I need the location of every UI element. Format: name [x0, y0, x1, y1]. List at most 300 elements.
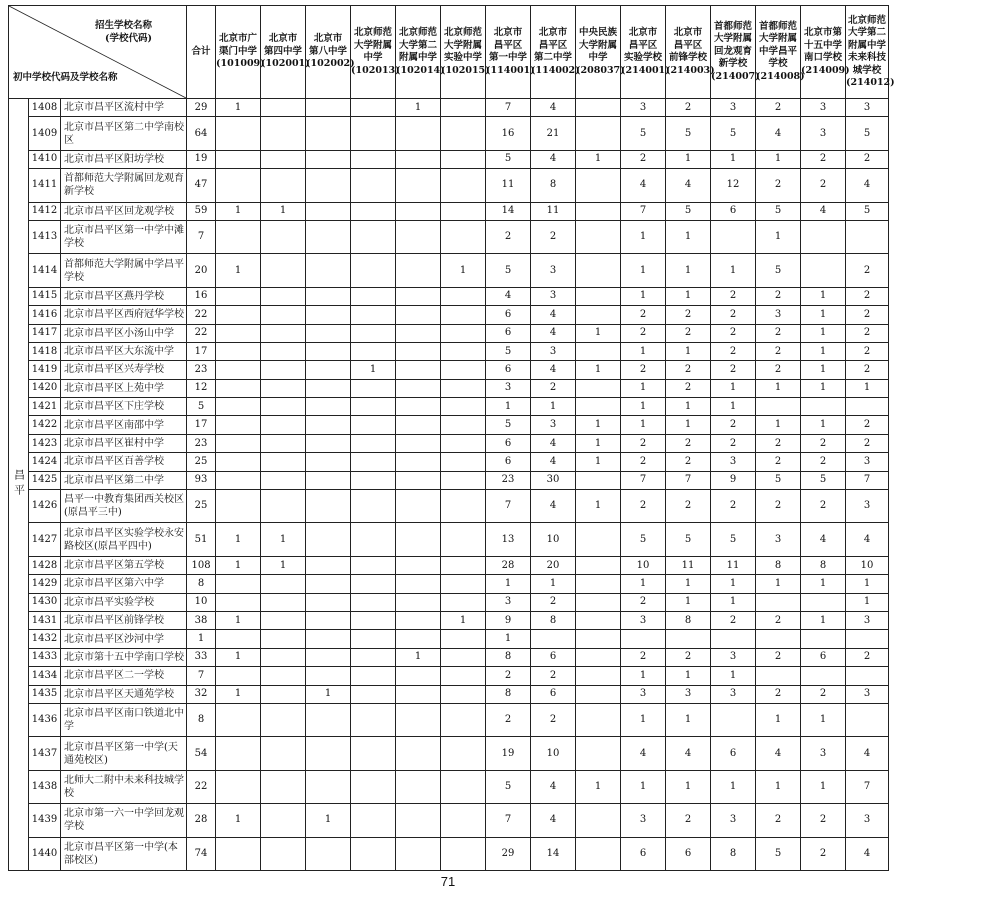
quota-cell: 3: [846, 611, 889, 629]
quota-cell: 1: [396, 99, 441, 117]
school-name-cell: 北京市昌平区第一中学(本部校区): [61, 837, 187, 870]
table-row: [9, 416, 889, 434]
quota-cell: [801, 667, 846, 685]
quota-cell: 4: [531, 804, 576, 837]
quota-cell: 2: [531, 220, 576, 253]
quota-cell: [216, 361, 261, 379]
quota-cell: 1: [486, 575, 531, 593]
table-row: [9, 837, 889, 870]
quota-cell: [756, 398, 801, 416]
quota-cell: 2: [846, 324, 889, 342]
quota-cell: [801, 630, 846, 648]
quota-cell: 3: [531, 416, 576, 434]
school-code: (214009): [801, 64, 850, 76]
quota-cell: 9: [486, 611, 531, 629]
quota-cell: 2: [666, 648, 711, 666]
school-name-cell: 北京市昌平区第六中学: [61, 575, 187, 593]
quota-cell: [261, 220, 306, 253]
school-name-line: 北京市广: [219, 33, 258, 45]
quota-cell: [261, 804, 306, 837]
school-column-header: [441, 6, 490, 99]
quota-cell: 1: [576, 434, 621, 452]
quota-cell: 1: [396, 648, 441, 666]
quota-cell: 23: [486, 471, 531, 489]
quota-cell: 4: [846, 737, 889, 770]
quota-cell: 4: [621, 737, 666, 770]
quota-cell: [576, 523, 621, 556]
quota-cell: [216, 416, 261, 434]
school-column-header: [621, 6, 670, 99]
school-code-cell: 1437: [29, 737, 61, 770]
quota-cell: [396, 453, 441, 471]
quota-cell: 6: [486, 453, 531, 471]
table-row: [9, 379, 889, 397]
table-row: [9, 202, 889, 220]
school-code-cell: 1418: [29, 342, 61, 360]
quota-cell: [396, 630, 441, 648]
quota-cell: 1: [666, 770, 711, 803]
quota-cell: 1: [756, 575, 801, 593]
quota-cell: 2: [531, 379, 576, 397]
table-row: [9, 770, 889, 803]
quota-cell: 1: [621, 667, 666, 685]
total-cell: 17: [187, 416, 216, 434]
school-name-line: 北京市: [538, 27, 568, 38]
quota-cell: 4: [801, 202, 846, 220]
quota-cell: 5: [756, 471, 801, 489]
quota-cell: [261, 630, 306, 648]
quota-cell: [576, 471, 621, 489]
quota-cell: 2: [666, 804, 711, 837]
school-name-line: 第八中学: [309, 45, 348, 57]
quota-cell: [306, 202, 351, 220]
quota-cell: 4: [531, 361, 576, 379]
total-cell: 29: [187, 99, 216, 117]
table-row: [9, 648, 889, 666]
quota-cell: [711, 703, 756, 736]
quota-cell: 2: [846, 306, 889, 324]
quota-cell: [576, 306, 621, 324]
quota-cell: [441, 703, 486, 736]
quota-cell: 7: [621, 202, 666, 220]
quota-cell: 1: [801, 703, 846, 736]
total-cell: 54: [187, 737, 216, 770]
quota-cell: 1: [621, 703, 666, 736]
school-name-cell: 北京市昌平区第五学校: [61, 556, 187, 574]
quota-cell: 1: [711, 398, 756, 416]
quota-cell: [216, 220, 261, 253]
table-row: [9, 324, 889, 342]
school-code-cell: 1436: [29, 703, 61, 736]
total-cell: 7: [187, 220, 216, 253]
quota-cell: 1: [801, 575, 846, 593]
quota-cell: [261, 453, 306, 471]
quota-cell: [441, 630, 486, 648]
quota-cell: 5: [666, 117, 711, 150]
quota-cell: 2: [711, 490, 756, 523]
quota-cell: 16: [486, 117, 531, 150]
school-name-line: 第二中学: [534, 52, 573, 63]
quota-cell: [216, 737, 261, 770]
table-row: [9, 630, 889, 648]
quota-cell: 3: [621, 611, 666, 629]
school-code: (214001): [621, 64, 670, 76]
quota-cell: [801, 254, 846, 287]
quota-cell: [216, 770, 261, 803]
quota-cell: 1: [216, 254, 261, 287]
quota-cell: [261, 837, 306, 870]
quota-cell: 2: [711, 306, 756, 324]
quota-cell: [216, 287, 261, 305]
school-name-cell: 北京市昌平区第一中学(天通苑校区): [61, 737, 187, 770]
quota-cell: [351, 287, 396, 305]
quota-cell: 5: [756, 837, 801, 870]
quota-cell: [216, 453, 261, 471]
quota-cell: [576, 667, 621, 685]
quota-cell: 1: [621, 254, 666, 287]
school-name-cell: 北京市昌平区流村中学: [61, 99, 187, 117]
quota-cell: 4: [531, 99, 576, 117]
school-code-label: (学校代码): [105, 32, 153, 44]
school-name-cell: 北京市第一六一中学回龙观学校: [61, 804, 187, 837]
quota-cell: [351, 434, 396, 452]
quota-cell: [306, 556, 351, 574]
quota-cell: [306, 434, 351, 452]
school-column-header: [666, 6, 715, 99]
quota-cell: [441, 169, 486, 202]
quota-cell: 3: [846, 685, 889, 703]
quota-cell: [576, 398, 621, 416]
quota-cell: [441, 306, 486, 324]
quota-cell: 4: [756, 117, 801, 150]
quota-cell: [261, 254, 306, 287]
quota-cell: 1: [666, 667, 711, 685]
quota-cell: 6: [666, 837, 711, 870]
quota-cell: 2: [801, 150, 846, 168]
quota-cell: [396, 575, 441, 593]
quota-cell: 1: [351, 361, 396, 379]
quota-cell: 4: [531, 490, 576, 523]
school-name-cell: 北京市第十五中学南口学校: [61, 648, 187, 666]
school-code-cell: 1433: [29, 648, 61, 666]
quota-cell: 1: [666, 703, 711, 736]
quota-cell: 1: [261, 202, 306, 220]
quota-cell: 1: [621, 220, 666, 253]
school-code-cell: 1426: [29, 490, 61, 523]
quota-cell: 3: [846, 804, 889, 837]
table-row: [9, 471, 889, 489]
quota-cell: 3: [756, 523, 801, 556]
quota-cell: 1: [666, 593, 711, 611]
quota-cell: 7: [846, 471, 889, 489]
quota-cell: 1: [531, 398, 576, 416]
school-name-cell: 首都师范大学附属回龙观育新学校: [61, 169, 187, 202]
quota-cell: [396, 611, 441, 629]
quota-cell: [261, 575, 306, 593]
total-cell: 108: [187, 556, 216, 574]
quota-cell: [351, 611, 396, 629]
quota-cell: [351, 703, 396, 736]
quota-cell: 1: [666, 220, 711, 253]
total-cell: 23: [187, 434, 216, 452]
quota-cell: 8: [756, 556, 801, 574]
quota-cell: 1: [711, 254, 756, 287]
quota-cell: 2: [711, 434, 756, 452]
school-name-line: 第四中学: [264, 45, 303, 57]
quota-cell: [306, 703, 351, 736]
quota-cell: 3: [666, 685, 711, 703]
school-code-cell: 1422: [29, 416, 61, 434]
school-name-line: 实验学校: [624, 52, 663, 63]
quota-cell: [306, 667, 351, 685]
quota-cell: [576, 254, 621, 287]
total-cell: 8: [187, 575, 216, 593]
school-column-header: [396, 6, 445, 99]
quota-cell: [261, 667, 306, 685]
quota-cell: [351, 220, 396, 253]
quota-cell: 1: [666, 254, 711, 287]
quota-cell: [351, 324, 396, 342]
school-code-cell: 1414: [29, 254, 61, 287]
quota-cell: 11: [711, 556, 756, 574]
quota-cell: 6: [801, 648, 846, 666]
quota-cell: 4: [531, 453, 576, 471]
school-column-header: [486, 6, 535, 99]
quota-cell: [396, 169, 441, 202]
quota-cell: 14: [486, 202, 531, 220]
quota-cell: 1: [801, 287, 846, 305]
school-code-cell: 1412: [29, 202, 61, 220]
quota-cell: [351, 837, 396, 870]
quota-cell: 8: [666, 611, 711, 629]
quota-cell: 6: [621, 837, 666, 870]
school-code: (102015): [441, 64, 490, 76]
school-name-line: 前锋学校: [669, 52, 708, 63]
quota-cell: [396, 202, 441, 220]
quota-cell: [846, 630, 889, 648]
school-name-cell: 北京市昌平区南口铁道北中学: [61, 703, 187, 736]
total-cell: 51: [187, 523, 216, 556]
total-cell: 1: [187, 630, 216, 648]
quota-cell: 5: [846, 117, 889, 150]
quota-cell: [441, 453, 486, 471]
enrollment-table: [8, 5, 895, 871]
total-cell: 25: [187, 453, 216, 471]
quota-cell: 5: [666, 523, 711, 556]
quota-cell: [351, 342, 396, 360]
school-name-line: 中学: [588, 52, 608, 63]
quota-cell: [351, 99, 396, 117]
page-number: 71: [440, 874, 456, 889]
quota-cell: [261, 703, 306, 736]
school-name-line: 北京市: [268, 33, 298, 45]
quota-cell: [261, 593, 306, 611]
school-name-cell: 北京市昌平区第二中学南校区: [61, 117, 187, 150]
quota-cell: [576, 287, 621, 305]
quota-cell: 2: [711, 342, 756, 360]
quota-cell: 1: [801, 379, 846, 397]
quota-cell: 5: [711, 523, 756, 556]
quota-cell: 2: [666, 434, 711, 452]
quota-cell: [396, 523, 441, 556]
quota-cell: 1: [711, 667, 756, 685]
quota-cell: 2: [666, 306, 711, 324]
quota-cell: 1: [486, 630, 531, 648]
quota-cell: [576, 593, 621, 611]
quota-cell: [441, 220, 486, 253]
quota-cell: 5: [486, 150, 531, 168]
school-name-cell: 北京市昌平区下庄学校: [61, 398, 187, 416]
quota-cell: [576, 575, 621, 593]
quota-cell: [261, 361, 306, 379]
quota-cell: 1: [576, 453, 621, 471]
school-column-header: [306, 6, 355, 99]
quota-cell: [306, 737, 351, 770]
school-column-header: [711, 6, 760, 99]
total-cell: 17: [187, 342, 216, 360]
school-name-cell: 北京市昌平区燕丹学校: [61, 287, 187, 305]
quota-cell: [306, 379, 351, 397]
quota-cell: [576, 685, 621, 703]
quota-cell: 1: [486, 398, 531, 416]
school-name-line: 北京市: [628, 27, 658, 38]
quota-cell: [306, 254, 351, 287]
quota-cell: 1: [756, 770, 801, 803]
school-column-header: [261, 6, 310, 99]
quota-cell: [531, 630, 576, 648]
quota-cell: 2: [756, 648, 801, 666]
quota-cell: 1: [756, 379, 801, 397]
quota-cell: [306, 117, 351, 150]
school-column-header: [756, 6, 805, 99]
school-name-cell: 北京市昌平区第一中学中滩学校: [61, 220, 187, 253]
quota-cell: [306, 648, 351, 666]
total-cell: 22: [187, 306, 216, 324]
school-code-cell: 1434: [29, 667, 61, 685]
school-code-cell: 1417: [29, 324, 61, 342]
quota-cell: [846, 220, 889, 253]
quota-cell: 2: [621, 361, 666, 379]
quota-cell: [711, 220, 756, 253]
school-column-header: [801, 6, 850, 99]
table-row: [9, 453, 889, 471]
quota-cell: [801, 220, 846, 253]
quota-cell: [576, 611, 621, 629]
quota-cell: 1: [846, 593, 889, 611]
school-name-cell: 北京市昌平区百善学校: [61, 453, 187, 471]
school-code-cell: 1419: [29, 361, 61, 379]
quota-cell: 1: [711, 770, 756, 803]
quota-cell: [441, 737, 486, 770]
quota-cell: [261, 398, 306, 416]
quota-cell: [261, 287, 306, 305]
quota-cell: 4: [531, 434, 576, 452]
quota-cell: 3: [486, 593, 531, 611]
school-name-line: 大学第二: [399, 39, 438, 51]
school-code-cell: 1408: [29, 99, 61, 117]
quota-cell: [261, 342, 306, 360]
quota-cell: 1: [801, 342, 846, 360]
quota-cell: [396, 667, 441, 685]
quota-cell: [261, 150, 306, 168]
quota-cell: 1: [711, 150, 756, 168]
quota-cell: [846, 703, 889, 736]
quota-cell: 10: [531, 737, 576, 770]
quota-cell: 3: [846, 490, 889, 523]
quota-cell: [216, 434, 261, 452]
quota-cell: 4: [531, 324, 576, 342]
total-cell: 16: [187, 287, 216, 305]
quota-cell: 1: [576, 770, 621, 803]
school-name-line: 回龙观育: [714, 45, 753, 57]
quota-cell: 2: [621, 324, 666, 342]
quota-cell: 2: [801, 685, 846, 703]
school-name-line: 中学昌平: [759, 45, 798, 57]
quota-cell: 5: [711, 117, 756, 150]
quota-cell: 1: [621, 770, 666, 803]
quota-cell: [576, 342, 621, 360]
quota-cell: 2: [801, 490, 846, 523]
table-row: [9, 703, 889, 736]
quota-cell: 2: [621, 593, 666, 611]
quota-cell: [261, 648, 306, 666]
quota-cell: [846, 398, 889, 416]
quota-cell: [576, 804, 621, 837]
quota-cell: 3: [531, 254, 576, 287]
quota-cell: [351, 379, 396, 397]
quota-cell: [261, 685, 306, 703]
quota-cell: 7: [486, 490, 531, 523]
school-code-cell: 1410: [29, 150, 61, 168]
quota-cell: 4: [846, 837, 889, 870]
quota-cell: [261, 737, 306, 770]
quota-cell: [351, 523, 396, 556]
quota-cell: 2: [711, 287, 756, 305]
quota-cell: 2: [801, 453, 846, 471]
quota-cell: [396, 398, 441, 416]
quota-cell: 8: [486, 648, 531, 666]
school-code-cell: 1421: [29, 398, 61, 416]
total-cell: 38: [187, 611, 216, 629]
school-code: (214012): [846, 77, 895, 88]
total-cell: 19: [187, 150, 216, 168]
school-column-header: [216, 6, 265, 99]
quota-cell: 2: [756, 361, 801, 379]
quota-cell: 1: [666, 150, 711, 168]
school-code-cell: 1420: [29, 379, 61, 397]
table-row: [9, 287, 889, 305]
quota-cell: 10: [531, 523, 576, 556]
school-name-cell: 北京市昌平区大东流中学: [61, 342, 187, 360]
quota-cell: [306, 453, 351, 471]
school-code-cell: 1428: [29, 556, 61, 574]
quota-cell: 3: [531, 342, 576, 360]
quota-cell: 2: [756, 99, 801, 117]
quota-cell: 1: [621, 398, 666, 416]
school-name-line: 新学校: [718, 58, 748, 70]
quota-cell: 7: [846, 770, 889, 803]
quota-cell: [351, 593, 396, 611]
quota-cell: 1: [576, 490, 621, 523]
quota-cell: 2: [846, 254, 889, 287]
quota-cell: 11: [486, 169, 531, 202]
quota-cell: [261, 306, 306, 324]
school-name-cell: 北京市昌平实验学校: [61, 593, 187, 611]
quota-cell: 1: [801, 416, 846, 434]
quota-cell: 2: [621, 434, 666, 452]
quota-cell: [396, 324, 441, 342]
quota-cell: [396, 685, 441, 703]
